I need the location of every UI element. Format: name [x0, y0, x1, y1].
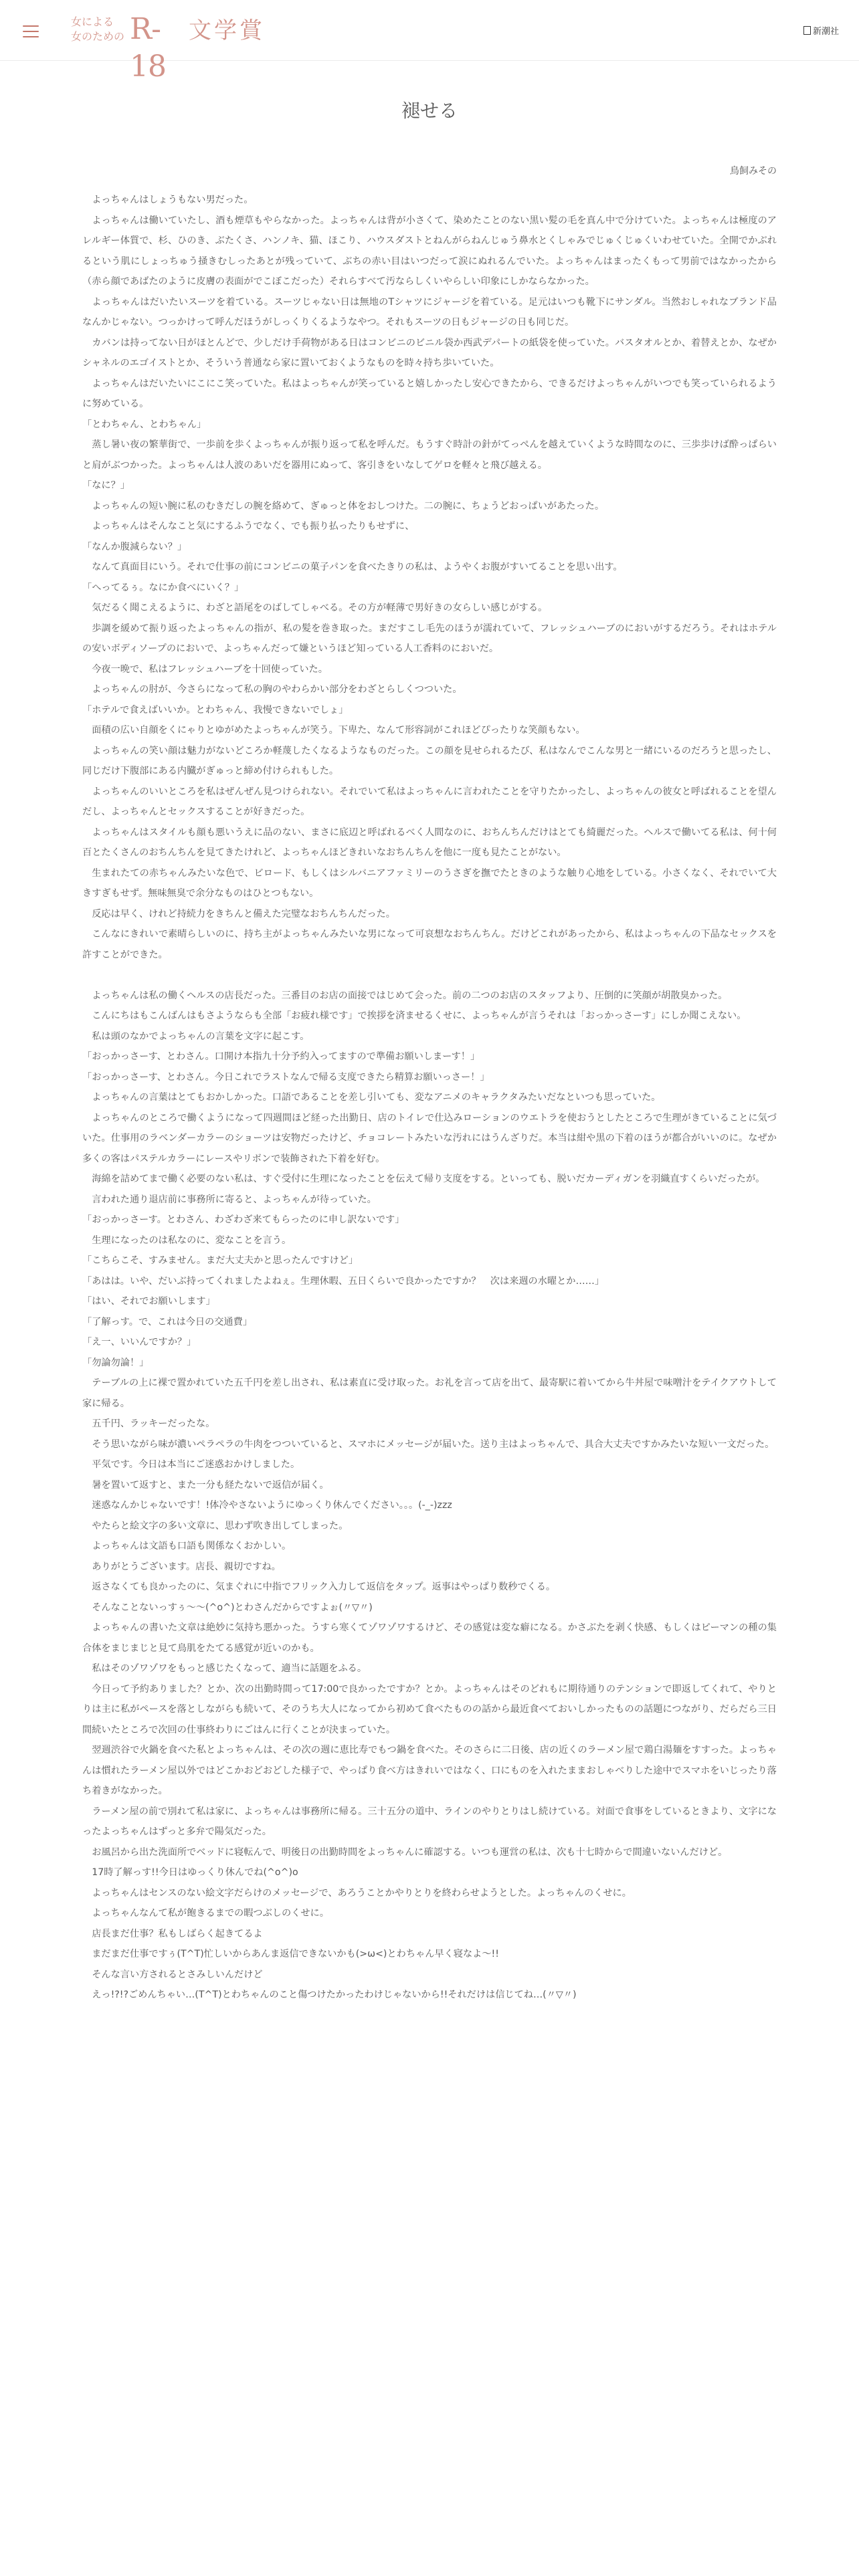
story-paragraph: 今日って予約ありました？とか、次の出勤時間って17:00で良かったですか？とか。よっちゃんはそのどれもに期待通りのテンションで即返してくれて、やりとりは主に私がペースを落としながらも続いて、そのうち大人になってから初めて食べたものの話から最近食べておいしかったものの話題につながり、だらだら三日間続いたところで次回の仕事終わりにごはんに行くことが決まっていた。	[82, 1683, 777, 1735]
story-paragraph: 歩調を緩めて振り返ったよっちゃんの指が、私の髪を巻き取った。まだすこし毛先のほうが濡れていて、フレッシュハーブのにおいがするだろう。それはホテルの安いボディソープのにおいで、よっちゃんだって嫌というほど知っている人工香料のにおいだ。	[82, 623, 777, 654]
story-paragraph: よっちゃんのところで働くようになって四週間ほど経った出勤日、店のトイレで仕込みローションのウエトラを使おうとしたところで生理がきていることに気づいた。仕事用のラベンダーカラーのショーツは安物だったけど、チョコレートみたいな汚れにはうんざりだ。本当は紺や黒の下着のほうが都合がいいのに。なぜか多くの客はパステルカラーにレースやリボンで装飾された下着を好む。	[82, 1112, 777, 1164]
story-body	[82, 190, 777, 2006]
story-paragraph: よっちゃんの笑い顔は魅力がないどころか軽蔑したくなるようなものだった。この顔を見せられるたび、私はなんでこんな男と一緒にいるのだろうと思ったし、同じだけ下腹部にある内臓がぎゅっと締め付けられもした。	[82, 745, 777, 776]
logo-title: 文学賞	[189, 17, 265, 44]
story-paragraph: 平気です。今日は本当にご迷惑おかけしました。	[82, 1459, 300, 1470]
story-paragraph: よっちゃんなんて私が飽きるまでの暇つぶしのくせに。	[82, 1908, 329, 1919]
story-paragraph: よっちゃんはそんなこと気にするふうでなく、でも振り払ったりもせずに、	[82, 521, 415, 532]
story-paragraph: 私はそのゾワゾワをもっと感じたくなって、適当に話題をふる。	[82, 1663, 367, 1674]
story-paragraph: 「おっかっさーす。とわさん、わざわざ来てもらったのに申し訳ないです」	[82, 1214, 405, 1225]
story-paragraph: よっちゃんはスタイルも顔も悪いうえに品のない、まさに底辺と呼ばれるべく人間なのに、おちんちんだけはとても綺麗だった。ヘルスで働いてる私は、何十何百とたくさんのおちんちんを見てきたけれど、よっちゃんほどきれいなおちんちんを他に一度も見たことがない。	[82, 827, 777, 858]
story-title: 褪せる	[401, 100, 458, 122]
story-paragraph: 反応は早く、けれど持続力をきちんと備えた完璧なおちんちんだった。	[82, 908, 395, 920]
story-paragraph: 生まれたての赤ちゃんみたいな色で、ビロード、もしくはシルバニアファミリーのうさぎを撫でたときのような触り心地をしている。小さくなく、それでいて大きすぎもせず。無味無臭で余分なものはひとつもない。	[82, 867, 777, 899]
story-paragraph: そう思いながら味が濃いペラペラの牛肉をつついていると、スマホにメッセージが届いた。送り主はよっちゃんで、具合大丈夫ですかみたいな短い一文だった。	[82, 1438, 775, 1450]
story-paragraph: よっちゃんはしょうもない男だった。	[82, 195, 254, 205]
story-paragraph: 気だるく聞こえるように、わざと語尾をのばしてしゃべる。その方が軽薄で男好きの女らしい感じがする。	[82, 603, 548, 613]
story-paragraph: 五千円、ラッキーだったな。	[82, 1418, 215, 1429]
publisher-name: 新潮社	[812, 27, 839, 37]
logo-line1: 女による	[71, 15, 114, 28]
story-paragraph: 「おっかっさーす、とわさん。口開け本指九十分予約入ってますので準備お願いしまーす！」	[82, 1051, 480, 1062]
story-paragraph: えっ!?!?ごめんちゃい…(T^T)とわちゃんのこと傷つけたかったわけじゃないから!!それだけは信じてね…(〃▽〃)	[82, 1990, 577, 2000]
story-paragraph: よっちゃんは働いていたし、酒も煙草もやらなかった。よっちゃんは背が小さくて、染めたことのない黒い髪の毛を真ん中で分けていた。よっちゃんは極度のアレルギー体質で、杉、ひのき、ぶたくさ、ハンノキ、猫、ほこり、ハウスダストとねんがらねんじゅう鼻水とくしゃみでじゅくじゅくいわせていた。全開でかぶれるという肌にしょっちゅう掻きむしったあとが残っていて、ぶちの赤い目はいつだって涙にぬれるんでいた。よっちゃんはまったくもって男前ではなかったから（赤ら顔であばたのように皮膚の表面がでこぼこだった）それらすべて汚ならしくいやらしい印象にしかならなかった。	[82, 215, 777, 287]
story-paragraph: 面積の広い自顔をくにゃりとゆがめたよっちゃんが笑う。下卑た、なんて形容詞がこれほどぴったりな笑顔もない。	[82, 725, 585, 736]
story-paragraph: そんな言い方されるとさみしいんだけど	[82, 1969, 263, 1980]
story-paragraph: 蒸し暑い夜の繁華街で、一歩前を歩くよっちゃんが振り返って私を呼んだ。もうすぐ時計の針がてっぺんを越えていくような時間なのに、三歩歩けば酔っぱらいと肩がぶつかった。よっちゃんは人波のあいだを器用にぬって、客引きをいなしてゲロを軽々と飛び越える。	[82, 439, 777, 471]
story-paragraph: 暑を置いて返すと、また一分も経たないで返信が届く。	[82, 1479, 329, 1491]
publisher-logo[interactable]	[803, 24, 839, 37]
story-paragraph: 海綿を詰めてまで働く必要のない私は、すぐ受付に生理になったことを伝えて帰り支度をする。といっても、脱いだカーディガンを羽織直すくらいだったが。	[82, 1174, 765, 1184]
story-paragraph: 今夜一晩で、私はフレッシュハーブを十回使っていた。	[82, 663, 328, 675]
story-paragraph: ラーメン屋の前で別れて私は家に、よっちゃんは事務所に帰る。三十五分の道中、ラインのやりとりはし続けている。対面で食事をしているときより、文字になったよっちゃんはずっと多弁で陽気だった。	[82, 1806, 777, 1837]
story-main	[82, 98, 777, 2006]
story-paragraph: 「こちらこそ、すみません。まだ大丈夫かと思ったんですけど」	[82, 1255, 359, 1266]
story-paragraph: よっちゃんはセンスのない絵文字だらけのメッセージで、あろうことかやりとりを終わらせようとした。よっちゃんのくせに。	[82, 1887, 632, 1899]
story-paragraph: なんて真面目にいう。それで仕事の前にコンビニの菓子パンを食べたきりの私は、ようやくお腹がすいてることを思い出す。	[82, 562, 623, 572]
story-paragraph: 生理になったのは私なのに、変なことを言う。	[82, 1235, 292, 1246]
logo-subtitle	[71, 15, 126, 44]
story-paragraph: 17時了解っす!!今日はゆっくり休んでね(^o^)o	[82, 1867, 298, 1878]
story-paragraph: まだまだ仕事ですぅ(T^T)忙しいからあんま返信できないかも(>ω<)とわちゃん早く寝なよ～!!	[82, 1949, 499, 1959]
story-paragraph: 「あはは。いや、だいぶ持ってくれましたよねぇ。生理休暇、五日くらいで良かったですか？ 次は来週の水曜とか……」	[82, 1275, 605, 1287]
story-paragraph: 「ホテルで食えばいいか。とわちゃん、我慢できないでしょ」	[82, 704, 349, 716]
story-paragraph: 言われた通り退店前に事務所に寄ると、よっちゃんが待っていた。	[82, 1194, 377, 1205]
story-paragraph: 「おっかっさーす、とわさん。今日これでラストなんで帰る支度できたら精算お願いっさー！」	[82, 1071, 490, 1083]
story-paragraph: 私は頭のなかでよっちゃんの言葉を文字に起こす。	[82, 1031, 310, 1042]
publisher-mark-icon	[803, 26, 811, 35]
story-paragraph: 迷惑なんかじゃないです！!体冷やさないようにゆっくり休んでください。。。(-_-)zzz	[82, 1500, 452, 1511]
story-paragraph: 「へってるぅ。なにか食べにいく？」	[82, 582, 244, 593]
story-paragraph: こんにちはもこんばんはもさようならも全部「お疲れ様です」で挨拶を済ませるくせに、よっちゃんが言うそれは「おっかっさーす」にしか聞こえない。	[82, 1010, 747, 1021]
story-paragraph: 「はい、それでお願いします」	[82, 1296, 215, 1307]
story-paragraph: よっちゃんのいいところを私はぜんぜん見つけられない。それでいて私はよっちゃんに言われたことを守りたかったし、よっちゃんの彼女と呼ばれることを望んだし、よっちゃんとセックスすることが好きだった。	[82, 786, 777, 817]
story-paragraph: 返さなくても良かったのに、気まぐれに中指でフリック入力して返信をタップ。返事はやっぱり数秒でくる。	[82, 1582, 556, 1592]
story-paragraph: よっちゃんは文語も口語も関係なくおかしい。	[82, 1541, 292, 1551]
story-paragraph: よっちゃんはだいたいにこにこ笑っていた。私はよっちゃんが笑っていると嬉しかったし安心できたから、できるだけよっちゃんがいつでも笑っていられるように努めている。	[82, 378, 777, 409]
logo-r18: R-18	[130, 12, 166, 84]
story-paragraph: よっちゃんは私の働くヘルスの店長だった。三番目のお店の面接ではじめて会った。前の二つのお店のスタッフより、圧倒的に笑顔が胡散臭かった。	[82, 990, 728, 1001]
story-paragraph: よっちゃんの短い腕に私のむきだしの腕を絡めて、ぎゅっと体をおしつけた。二の腕に、ちょうどおっぱいがあたった。	[82, 500, 605, 512]
story-paragraph: よっちゃんの書いた文章は絶妙に気持ち悪かった。うすら寒くてゾワゾワするけど、その感覚は変な癖になる。かさぶたを剥く快感、もしくはピーマンの種の集合体をまじまじと見て鳥肌をたてる感覚が近いのかも。	[82, 1622, 777, 1654]
story-paragraph: 「え一、いいんですか？」	[82, 1337, 197, 1348]
site-header	[0, 0, 859, 84]
logo-line2: 女のための	[71, 30, 125, 43]
story-paragraph: 店長まだ仕事？私もしばらく起きてるよ	[82, 1928, 263, 1939]
story-paragraph: 「了解っす。で、これは今日の交通費」	[82, 1316, 252, 1327]
story-paragraph: 翌週渋谷で火鍋を食べた私とよっちゃんは、その次の週に恵比寿でもつ鍋を食べた。そのさらに二日後、店の近くのラーメン屋で鶏白湯麺をすすった。よっちゃんは慣れたラーメン屋以外ではどこかおどおどした様子で、やっぱり食べ方はきれいではなく、口にものを入れたままおしゃべりした途中でスマホをいじったり落ち着きがなかった。	[82, 1745, 777, 1796]
story-paragraph: よっちゃんはだいたいスーツを着ている。スーツじゃない日は無地のTシャツにジャージを着ている。足元はいつも靴下にサンダル。当然おしゃれなブランド品なんかじゃない。つっかけって呼んだほうがしっくりくるようなやつ。それもスーツの日もジャージの日も同じだ。	[82, 296, 777, 328]
story-author: 鳥飼みその	[730, 166, 777, 177]
menu-icon[interactable]	[23, 25, 39, 37]
story-paragraph: そんなことないっすぅ～～(^o^)とわさんだからですよぉ(〃▽〃)	[82, 1602, 373, 1613]
story-paragraph: 「なんか腹減らない？」	[82, 541, 187, 552]
story-paragraph: 「とわちゃん、とわちゃん」	[82, 419, 207, 430]
story-paragraph: ありがとうございます。店長、親切ですね。	[82, 1561, 281, 1572]
story-paragraph: やたらと絵文字の多い文章に、思わず吹き出してしまった。	[82, 1520, 349, 1531]
story-paragraph: 「勿論勿論！」	[82, 1357, 149, 1368]
paragraph-break	[82, 965, 777, 986]
story-paragraph: カバンは持ってない日がほとんどで、少しだけ手荷物がある日はコンビニのビニル袋か西武デパートの紙袋を使っていた。バスタオルとか、着替えとか、なぜかシャネルのエゴイストとか、そういう普通なら家に置いておくようなものを時々持ち歩いていた。	[82, 337, 777, 368]
story-paragraph: よっちゃんの言葉はとてもおかしかった。口語であることを差し引いても、変なアニメのキャラクタみたいだなといつも思っていた。	[82, 1092, 661, 1103]
story-paragraph: よっちゃんの肘が、今さらになって私の胸のやわらかい部分をわざとらしくつついた。	[82, 684, 462, 695]
story-paragraph: お風呂から出た洗面所でベッドに寝転んで、明後日の出勤時間をよっちゃんに確認する。いつも運営の私は、次も十七時からで間違いないんだけど。	[82, 1846, 728, 1858]
story-paragraph: こんなにきれいで素晴らしいのに、持ち主がよっちゃんみたいな男になって可哀想なおちんちん。だけどこれがあったから、私はよっちゃんの下品なセックスを許すことができた。	[82, 929, 777, 960]
story-paragraph: テーブルの上に裸で置かれていた五千円を差し出され、私は素直に受け取った。お礼を言って店を出て、最寄駅に着いてから牛丼屋で味噌汁をテイクアウトして家に帰る。	[82, 1378, 777, 1409]
story-paragraph: 「なに？」	[82, 480, 130, 491]
